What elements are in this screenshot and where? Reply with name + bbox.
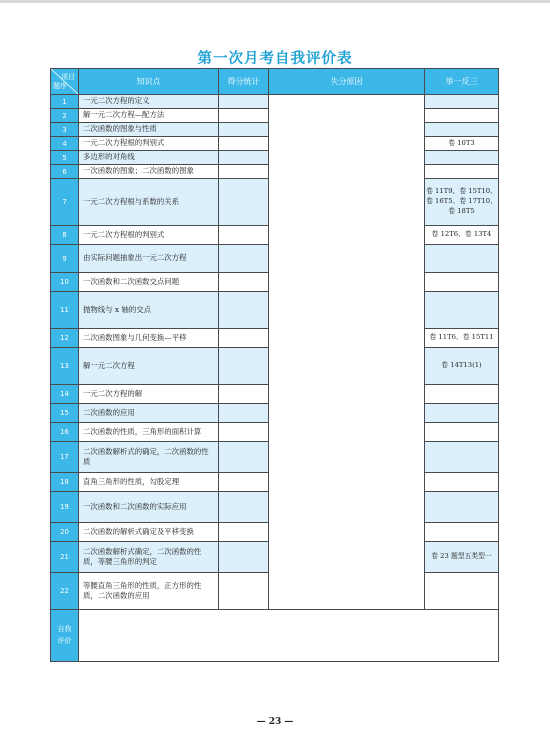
score-cell[interactable] <box>219 245 269 273</box>
question-number: 7 <box>51 179 79 226</box>
question-number: 16 <box>51 423 79 442</box>
score-cell[interactable] <box>219 473 269 492</box>
practice-reference: 卷 12T6、卷 13T4 <box>425 226 499 245</box>
knowledge-point: 一元二次方程的解 <box>79 385 219 404</box>
practice-reference <box>425 151 499 165</box>
practice-reference <box>425 573 499 610</box>
question-number: 15 <box>51 404 79 423</box>
practice-reference <box>425 442 499 473</box>
score-cell[interactable] <box>219 385 269 404</box>
self-evaluation-table <box>50 68 499 662</box>
question-number: 3 <box>51 123 79 137</box>
page-title: 第一次月考自我评价表 <box>197 50 353 67</box>
header-knowledge: 知识点 <box>79 69 219 95</box>
knowledge-point: 一次函数和二次函数的实际应用 <box>79 492 219 523</box>
table-header-row <box>51 69 499 95</box>
score-cell[interactable] <box>219 95 269 109</box>
question-number: 19 <box>51 492 79 523</box>
score-cell[interactable] <box>219 523 269 542</box>
question-number: 20 <box>51 523 79 542</box>
practice-reference <box>425 245 499 273</box>
practice-reference <box>425 123 499 137</box>
header-corner-bottom: 题序 <box>53 82 67 90</box>
header-loss-reason: 失分原因 <box>269 69 425 95</box>
loss-reason-cell[interactable] <box>269 95 425 610</box>
knowledge-point: 二次函数图象与几何变换—平移 <box>79 329 219 348</box>
knowledge-point: 二次函数的图象与性质 <box>79 123 219 137</box>
score-cell[interactable] <box>219 348 269 385</box>
question-number: 6 <box>51 165 79 179</box>
practice-reference <box>425 385 499 404</box>
knowledge-point: 二次函数解析式确定，二次函数的性质，等腰三角形的判定 <box>79 542 219 573</box>
practice-reference <box>425 523 499 542</box>
practice-reference: 卷 10T3 <box>425 137 499 151</box>
header-practice: 举一反三 <box>425 69 499 95</box>
question-number: 4 <box>51 137 79 151</box>
table-body <box>51 95 499 662</box>
table-row <box>51 95 499 109</box>
knowledge-point: 一元二次方程根的判别式 <box>79 137 219 151</box>
practice-reference <box>425 165 499 179</box>
score-cell[interactable] <box>219 151 269 165</box>
knowledge-point: 多边形的对角线 <box>79 151 219 165</box>
score-cell[interactable] <box>219 273 269 292</box>
self-evaluation-label <box>51 610 79 662</box>
self-evaluation-input[interactable] <box>79 610 499 662</box>
self-evaluation-label-line1: 自我 <box>57 625 72 634</box>
score-cell[interactable] <box>219 573 269 610</box>
page-number: — 23 — <box>256 717 294 727</box>
practice-reference <box>425 109 499 123</box>
header-corner-top: 项目 <box>61 73 75 81</box>
knowledge-point: 二次函数解析式的确定，二次函数的性质 <box>79 442 219 473</box>
score-cell[interactable] <box>219 123 269 137</box>
score-cell[interactable] <box>219 137 269 151</box>
question-number: 5 <box>51 151 79 165</box>
knowledge-point: 解一元二次方程 <box>79 348 219 385</box>
score-cell[interactable] <box>219 292 269 329</box>
question-number: 17 <box>51 442 79 473</box>
score-cell[interactable] <box>219 404 269 423</box>
knowledge-point: 二次函数的应用 <box>79 404 219 423</box>
question-number: 9 <box>51 245 79 273</box>
practice-reference <box>425 492 499 523</box>
knowledge-point: 二次函数的解析式确定及平移变换 <box>79 523 219 542</box>
score-cell[interactable] <box>219 165 269 179</box>
score-cell[interactable] <box>219 226 269 245</box>
question-number: 1 <box>51 95 79 109</box>
question-number: 18 <box>51 473 79 492</box>
knowledge-point: 一元二次方程根的判别式 <box>79 226 219 245</box>
question-number: 13 <box>51 348 79 385</box>
practice-reference <box>425 473 499 492</box>
practice-reference <box>425 292 499 329</box>
question-number: 11 <box>51 292 79 329</box>
question-number: 2 <box>51 109 79 123</box>
knowledge-point: 一元二次方程的定义 <box>79 95 219 109</box>
practice-reference <box>425 273 499 292</box>
score-cell[interactable] <box>219 442 269 473</box>
question-number: 10 <box>51 273 79 292</box>
practice-reference: 卷 11T6、卷 15T11 <box>425 329 499 348</box>
question-number: 8 <box>51 226 79 245</box>
practice-reference <box>425 95 499 109</box>
question-number: 12 <box>51 329 79 348</box>
practice-reference: 卷 23 题型五类型一 <box>425 542 499 573</box>
question-number: 14 <box>51 385 79 404</box>
knowledge-point: 抛物线与 x 轴的交点 <box>79 292 219 329</box>
knowledge-point: 一次函数的图象；二次函数的图象 <box>79 165 219 179</box>
self-evaluation-row <box>51 610 499 662</box>
knowledge-point: 一次函数和二次函数交点问题 <box>79 273 219 292</box>
top-rule <box>0 0 550 3</box>
practice-reference: 卷 14T13(1) <box>425 348 499 385</box>
knowledge-point: 等腰直角三角形的性质，正方形的性质，二次函数的应用 <box>79 573 219 610</box>
knowledge-point: 解一元二次方程—配方法 <box>79 109 219 123</box>
question-number: 22 <box>51 573 79 610</box>
score-cell[interactable] <box>219 109 269 123</box>
score-cell[interactable] <box>219 492 269 523</box>
header-score-stats: 得分统计 <box>219 69 269 95</box>
score-cell[interactable] <box>219 542 269 573</box>
score-cell[interactable] <box>219 179 269 226</box>
practice-reference <box>425 423 499 442</box>
self-evaluation-label-line2: 评价 <box>57 636 72 645</box>
score-cell[interactable] <box>219 423 269 442</box>
question-number: 21 <box>51 542 79 573</box>
knowledge-point: 直角三角形的性质，勾股定理 <box>79 473 219 492</box>
practice-reference: 卷 11T9、卷 15T10、卷 16T5、卷 17T10、卷 18T5 <box>425 179 499 226</box>
knowledge-point: 由实际问题抽象出一元二次方程 <box>79 245 219 273</box>
knowledge-point: 一元二次方程根与系数的关系 <box>79 179 219 226</box>
header-corner-cell <box>51 69 79 95</box>
knowledge-point: 二次函数的性质，三角形的面积计算 <box>79 423 219 442</box>
practice-reference <box>425 404 499 423</box>
score-cell[interactable] <box>219 329 269 348</box>
